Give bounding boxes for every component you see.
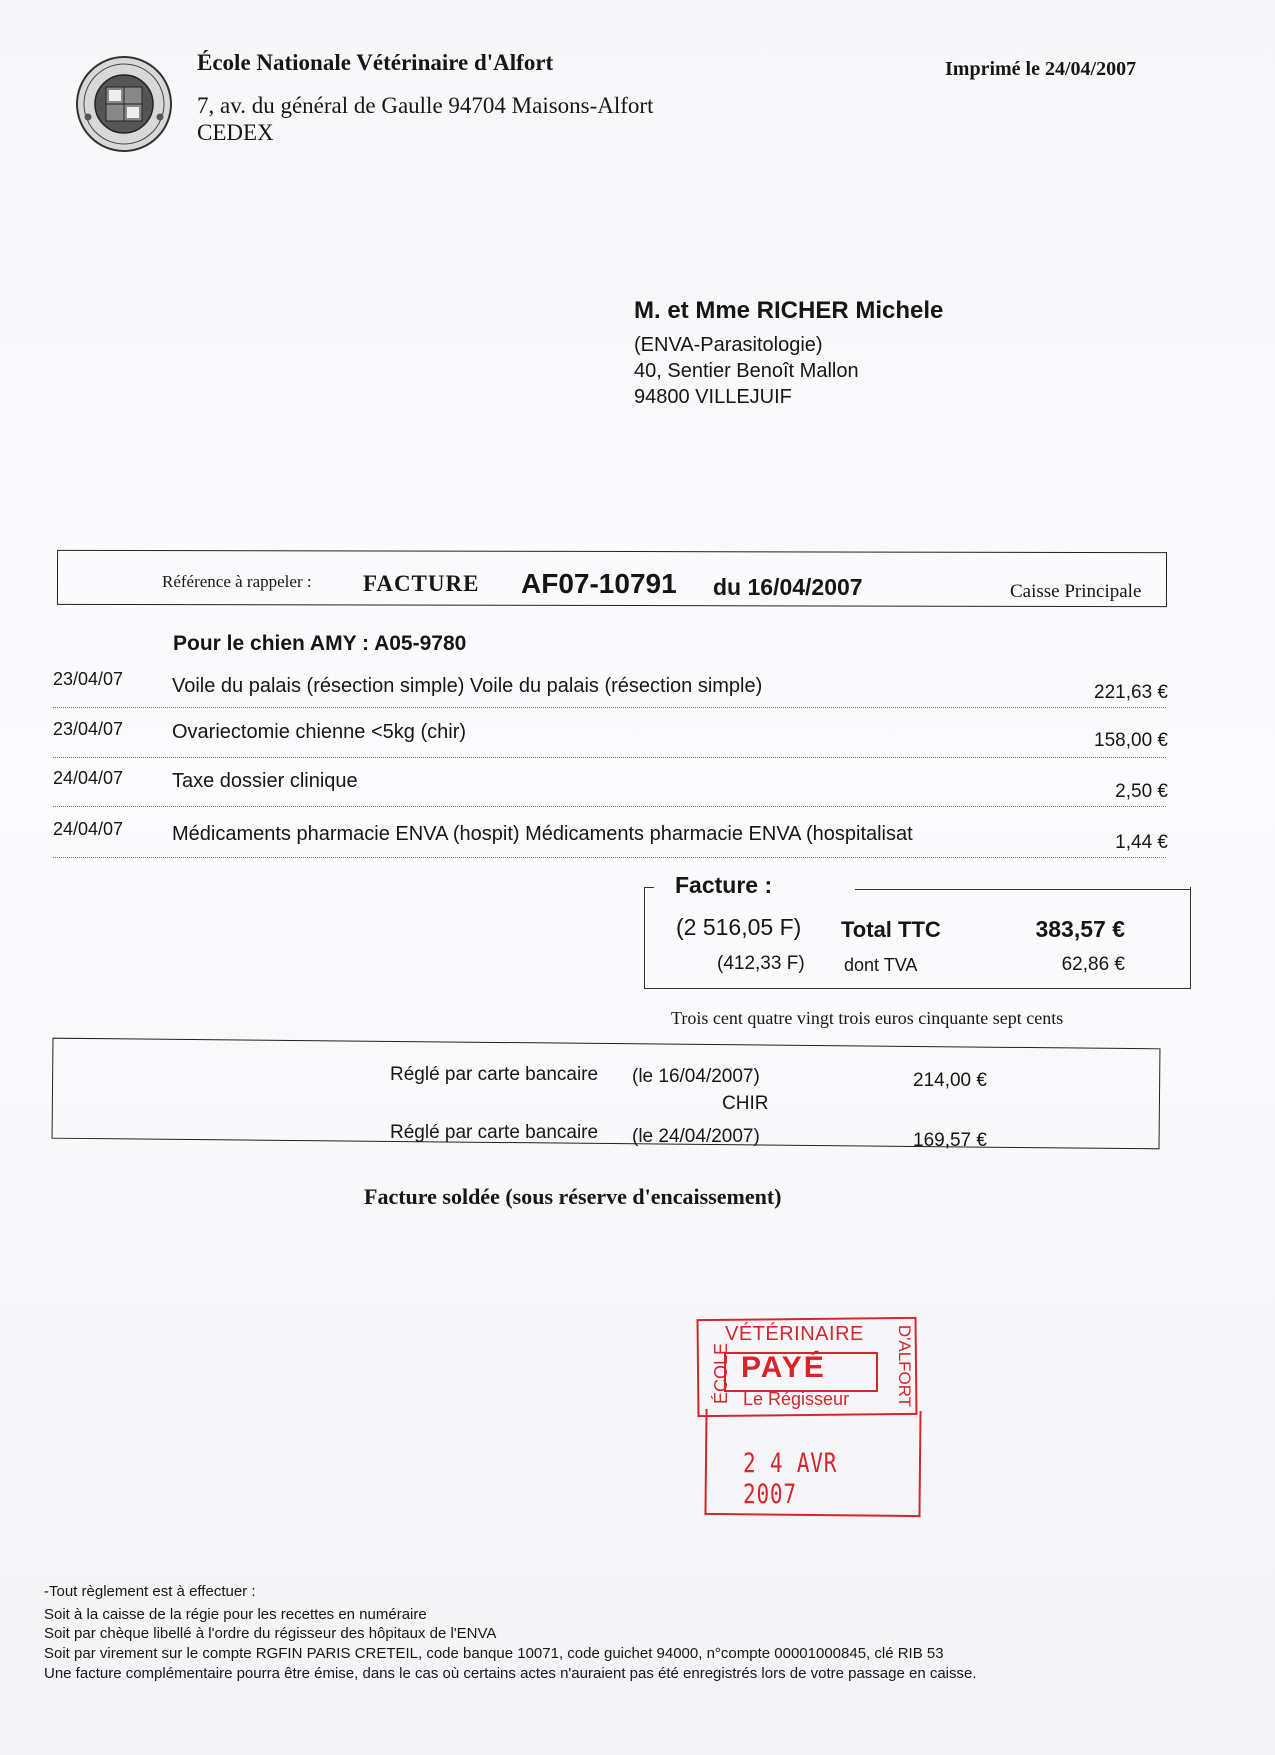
invoice-date: du 16/04/2007 xyxy=(713,574,863,600)
total-label: Total TTC xyxy=(841,917,941,942)
recipient-line: 94800 VILLEJUIF xyxy=(634,386,792,408)
item-amount: 1,44 € xyxy=(1115,832,1168,853)
amount-in-words: Trois cent quatre vingt trois euros cinquante sept cents xyxy=(671,1008,1064,1028)
payment-label: Réglé par carte bancaire xyxy=(390,1064,599,1085)
footer-line: Une facture complémentaire pourra être émise, dans le cas où certains actes n'auraient pas été enregistrés lors de votre passage en caisse. xyxy=(44,1665,977,1682)
item-amount: 2,50 € xyxy=(1115,781,1168,802)
item-divider xyxy=(53,757,1166,758)
totals-box-border xyxy=(644,887,654,888)
tva-francs: (412,33 F) xyxy=(717,953,805,974)
school-name: École Nationale Vétérinaire d'Alfort xyxy=(197,50,554,75)
item-divider xyxy=(53,707,1166,708)
paid-stamp xyxy=(697,1318,919,1518)
item-amount: 221,63 € xyxy=(1094,682,1168,703)
stamp-regisseur: Le Régisseur xyxy=(743,1389,850,1409)
item-date: 24/04/07 xyxy=(53,768,124,788)
totals-title: Facture : xyxy=(671,872,776,899)
item-description: Médicaments pharmacie ENVA (hospit) Médicaments pharmacie ENVA (hospitalisat xyxy=(172,823,913,845)
item-date: 24/04/07 xyxy=(53,819,124,839)
print-date: Imprimé le 24/04/2007 xyxy=(945,58,1137,80)
footer-line: Soit à la caisse de la régie pour les recettes en numéraire xyxy=(44,1606,427,1623)
school-address-line1: 7, av. du général de Gaulle 94704 Maisons-Alfort xyxy=(197,93,654,118)
item-amount: 158,00 € xyxy=(1094,730,1168,751)
payment-amount: 214,00 € xyxy=(913,1070,987,1091)
stamp-date: 2 4 AVR 2007 xyxy=(743,1448,838,1510)
footer-line: -Tout règlement est à effectuer : xyxy=(44,1583,256,1600)
item-divider xyxy=(53,806,1166,807)
item-divider xyxy=(53,857,1166,858)
recipient-line: (ENVA-Parasitologie) xyxy=(634,334,823,356)
total-amount: 383,57 € xyxy=(1035,916,1125,942)
invoice-status: Facture soldée (sous réserve d'encaissement) xyxy=(364,1184,782,1209)
school-address-line2: CEDEX xyxy=(197,120,274,145)
stamp-ecole: ÉCOLE xyxy=(711,1342,732,1405)
payment-date: (le 16/04/2007) xyxy=(632,1066,760,1087)
item-date: 23/04/07 xyxy=(53,719,124,739)
reference-label: Référence à rappeler : xyxy=(162,572,312,591)
payment-date: (le 24/04/2007) xyxy=(632,1126,760,1147)
school-seal-icon xyxy=(75,55,173,153)
payment-label: Réglé par carte bancaire xyxy=(390,1122,599,1143)
item-date: 23/04/07 xyxy=(53,669,124,689)
patient-label: Pour le chien AMY : A05-9780 xyxy=(173,632,467,655)
payments-box xyxy=(52,1038,1161,1150)
invoice-type: FACTURE xyxy=(363,571,480,596)
stamp-alfort: D'ALFORT xyxy=(895,1324,915,1408)
footer-line: Soit par chèque libellé à l'ordre du régisseur des hôpitaux de l'ENVA xyxy=(44,1625,497,1642)
stamp-veterinaire: VÉTÉRINAIRE xyxy=(725,1323,864,1345)
item-description: Voile du palais (résection simple) Voile du palais (résection simple) xyxy=(172,675,763,697)
tva-label: dont TVA xyxy=(844,955,918,975)
invoice-number: AF07-10791 xyxy=(521,568,677,599)
stamp-paid: PAYÉ xyxy=(741,1351,826,1384)
recipient-name: M. et Mme RICHER Michele xyxy=(634,297,944,324)
tva-amount: 62,86 € xyxy=(1061,954,1125,975)
caisse-label: Caisse Principale xyxy=(1010,581,1142,602)
footer-line: Soit par virement sur le compte RGFIN PARIS CRETEIL, code banque 10071, code guichet 94000, n°compte 00001000845, clé RIB 53 xyxy=(44,1645,944,1662)
total-francs: (2 516,05 F) xyxy=(676,914,802,940)
item-description: Ovariectomie chienne <5kg (chir) xyxy=(172,721,467,743)
item-description: Taxe dossier clinique xyxy=(172,770,358,792)
totals-box-border xyxy=(855,889,1191,890)
recipient-line: 40, Sentier Benoît Mallon xyxy=(634,360,859,382)
payment-amount: 169,57 € xyxy=(913,1130,987,1151)
payment-note: CHIR xyxy=(722,1093,769,1114)
